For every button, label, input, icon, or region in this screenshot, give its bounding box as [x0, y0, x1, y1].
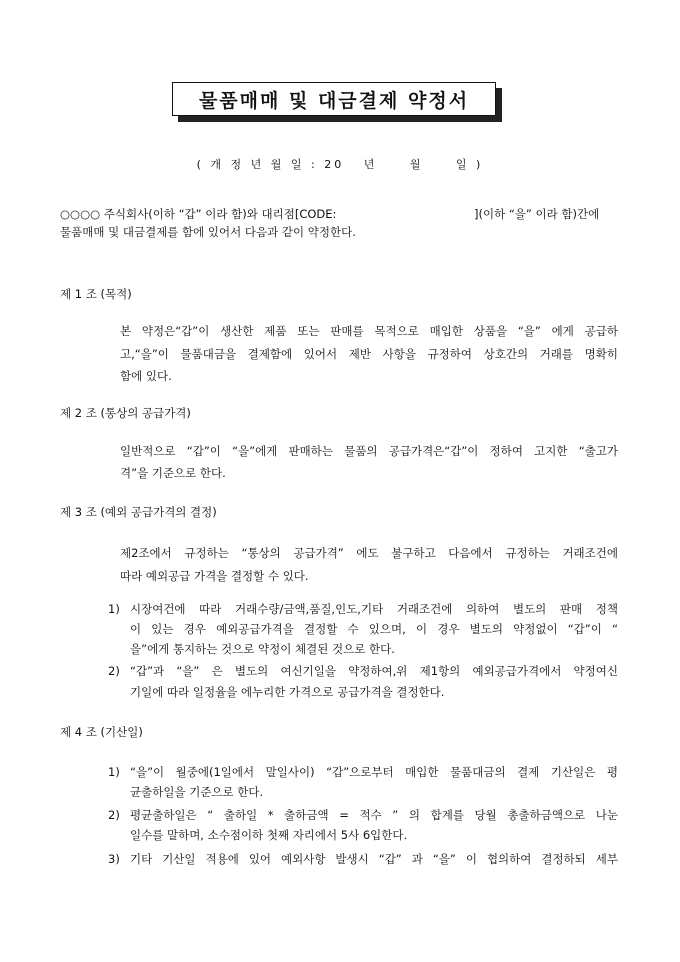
article-3-item-2-line-1: “갑”과 “을” 은 별도의 여신기일을 약정하여,위 제1항의 예외공급가격에서 약정여신	[130, 664, 618, 678]
article-3-heading: 제 3 조 (예외 공급가격의 결정)	[60, 505, 217, 519]
article-4-item-2-line-2: 일수를 말하며, 소수점이하 첫째 자리에서 5사 6입한다.	[130, 828, 408, 842]
intro-line-1-right: ](이하 “을” 이라 함)간에	[474, 207, 600, 221]
article-3-item-1-line-3: 을”에게 통지하는 것으로 약정이 체결된 것으로 한다.	[130, 642, 395, 656]
article-3-line-2: 따라 예외공급 가격을 결정할 수 있다.	[120, 569, 309, 583]
article-2-line-2: 격”을 기준으로 한다.	[120, 466, 226, 480]
article-3-item-1-line-2: 이 있는 경우 예외공급가격을 결정할 수 있으며, 이 경우 별도의 약정없이 “갑”이 “	[130, 622, 618, 636]
article-4-item-2-line-1: 평균출하일은 “ 출하일 * 출하금액 = 적수 ” 의 합계를 당월 총출하금액으로 나눈	[130, 808, 618, 822]
intro-line-2: 물품매매 및 대금결제를 함에 있어서 다음과 같이 약정한다.	[60, 225, 356, 239]
article-4-item-1-number: 1)	[108, 765, 120, 779]
article-4-item-2-number: 2)	[108, 808, 120, 822]
article-3-item-2-number: 2)	[108, 664, 120, 678]
document-title: 물품매매 및 대금결제 약정서	[198, 89, 470, 112]
article-3-item-1-line-1: 시장여건에 따라 거래수량/금액,품질,인도,기타 거래조건에 의하여 별도의 판매 정책	[130, 602, 618, 616]
revision-date: ( 개 정 년 월 일 : 20 년 월 일 )	[196, 158, 484, 171]
article-1-line-3: 함에 있다.	[120, 369, 172, 383]
title-frame	[172, 82, 496, 116]
article-3-line-1: 제2조에서 규정하는 “통상의 공급가격” 에도 불구하고 다음에서 규정하는 거래조건에	[120, 546, 618, 560]
intro-line-1-left: ○○○○ 주식회사(이하 “갑” 이라 함)와 대리점[CODE:	[60, 207, 337, 221]
article-4-item-3-number: 3)	[108, 852, 120, 866]
article-2-heading: 제 2 조 (통상의 공급가격)	[60, 406, 191, 420]
article-4-item-1-line-1: “을”이 월중에(1일에서 말일사이) “갑”으로부터 매입한 물품대금의 결제 기산일은 평	[130, 765, 618, 779]
article-1-line-2: 고,“을”이 물품대금을 결제함에 있어서 제반 사항을 규정하여 상호간의 거래를 명확히	[120, 347, 618, 361]
article-2-line-1: 일반적으로 “갑”이 “을”에게 판매하는 물품의 공급가격은“갑”이 정하여 고지한 “출고가	[120, 444, 618, 458]
article-3-item-2-line-2: 기일에 따라 일정율을 에누리한 가격으로 공급가격을 결정한다.	[130, 685, 445, 699]
article-1-heading: 제 1 조 (목적)	[60, 287, 132, 301]
title-box	[172, 82, 496, 116]
article-1-line-1: 본 약정은“갑”이 생산한 제품 또는 판매를 목적으로 매입한 상품을 “을” 에게 공급하	[120, 324, 618, 338]
article-3-item-1-number: 1)	[108, 602, 120, 616]
article-4-heading: 제 4 조 (기산일)	[60, 725, 143, 739]
article-4-item-1-line-2: 균출하일을 기준으로 한다.	[130, 785, 264, 799]
article-4-item-3-line-1: 기타 기산일 적용에 있어 예외사항 발생시 “갑” 과 “을” 이 협의하여 결정하되 세부	[130, 852, 618, 866]
